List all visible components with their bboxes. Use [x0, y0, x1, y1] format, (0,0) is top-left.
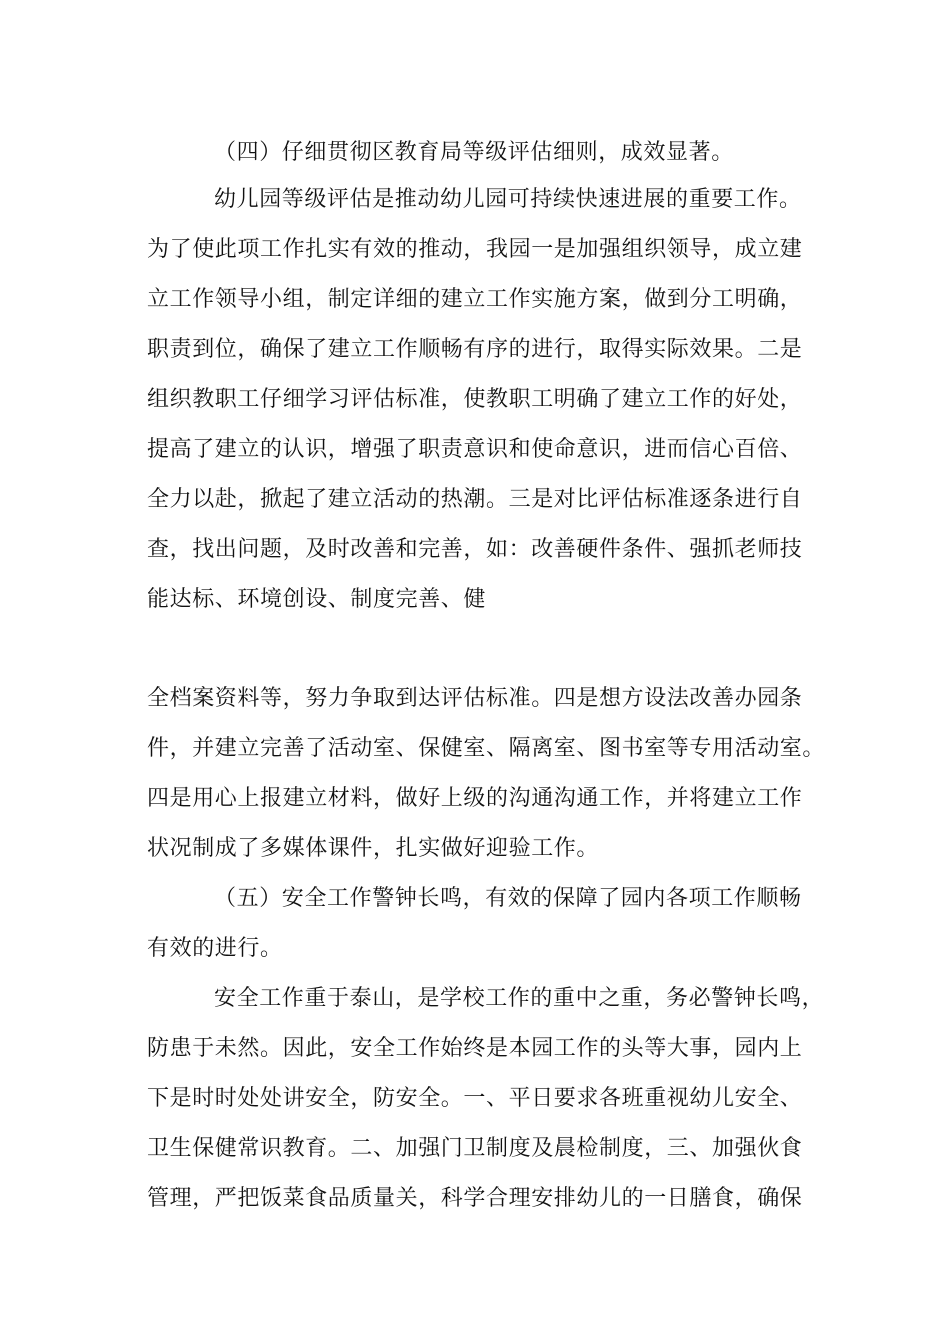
- paragraph-line: 提高了建立的认识，增强了职责意识和使命意识，进而信心百倍、: [147, 437, 803, 462]
- paragraph-line: 安全工作重于泰山，是学校工作的重中之重，务必警钟长鸣，: [214, 986, 825, 1011]
- paragraph-line: 四是用心上报建立材料，做好上级的沟通沟通工作，并将建立工作: [147, 786, 803, 811]
- paragraph-line: 全力以赴，掀起了建立活动的热潮。三是对比评估标准逐条进行自: [147, 487, 803, 512]
- paragraph-line: 组织教职工仔细学习评估标准，使教职工明确了建立工作的好处，: [147, 387, 803, 412]
- paragraph-line: 卫生保健常识教育。二、加强门卫制度及晨检制度，三、加强伙食: [147, 1136, 803, 1161]
- paragraph-line: 立工作领导小组，制定详细的建立工作实施方案，做到分工明确，: [147, 287, 803, 312]
- paragraph-line: 下是时时处处讲安全，防安全。一、平日要求各班重视幼儿安全、: [147, 1086, 803, 1111]
- section-heading-5: （五）安全工作警钟长鸣，有效的保障了园内各项工作顺畅: [214, 886, 802, 911]
- paragraph-line: 防患于未然。因此，安全工作始终是本园工作的头等大事，园内上: [147, 1036, 803, 1061]
- paragraph-line: 件，并建立完善了活动室、保健室、隔离室、图书室等专用活动室。: [147, 736, 826, 761]
- paragraph-line: 状况制成了多媒体课件，扎实做好迎验工作。: [147, 836, 600, 861]
- paragraph-line: 幼儿园等级评估是推动幼儿园可持续快速进展的重要工作。: [214, 187, 802, 212]
- section-heading-5-continued: 有效的进行。: [147, 936, 283, 961]
- paragraph-line: 能达标、环境创设、制度完善、健: [147, 587, 487, 612]
- section-heading-4: （四）仔细贯彻区教育局等级评估细则，成效显著。: [214, 140, 734, 165]
- paragraph-line: 查，找出问题，及时改善和完善，如：改善硬件条件、强抓老师技: [147, 537, 803, 562]
- paragraph-line: 为了使此项工作扎实有效的推动，我园一是加强组织领导，成立建: [147, 237, 803, 262]
- paragraph-line: 管理，严把饭菜食品质量关，科学合理安排幼儿的一日膳食，确保: [147, 1186, 803, 1211]
- paragraph-line: 全档案资料等，努力争取到达评估标准。四是想方设法改善办园条: [147, 686, 803, 711]
- paragraph-line: 职责到位，确保了建立工作顺畅有序的进行，取得实际效果。二是: [147, 337, 803, 362]
